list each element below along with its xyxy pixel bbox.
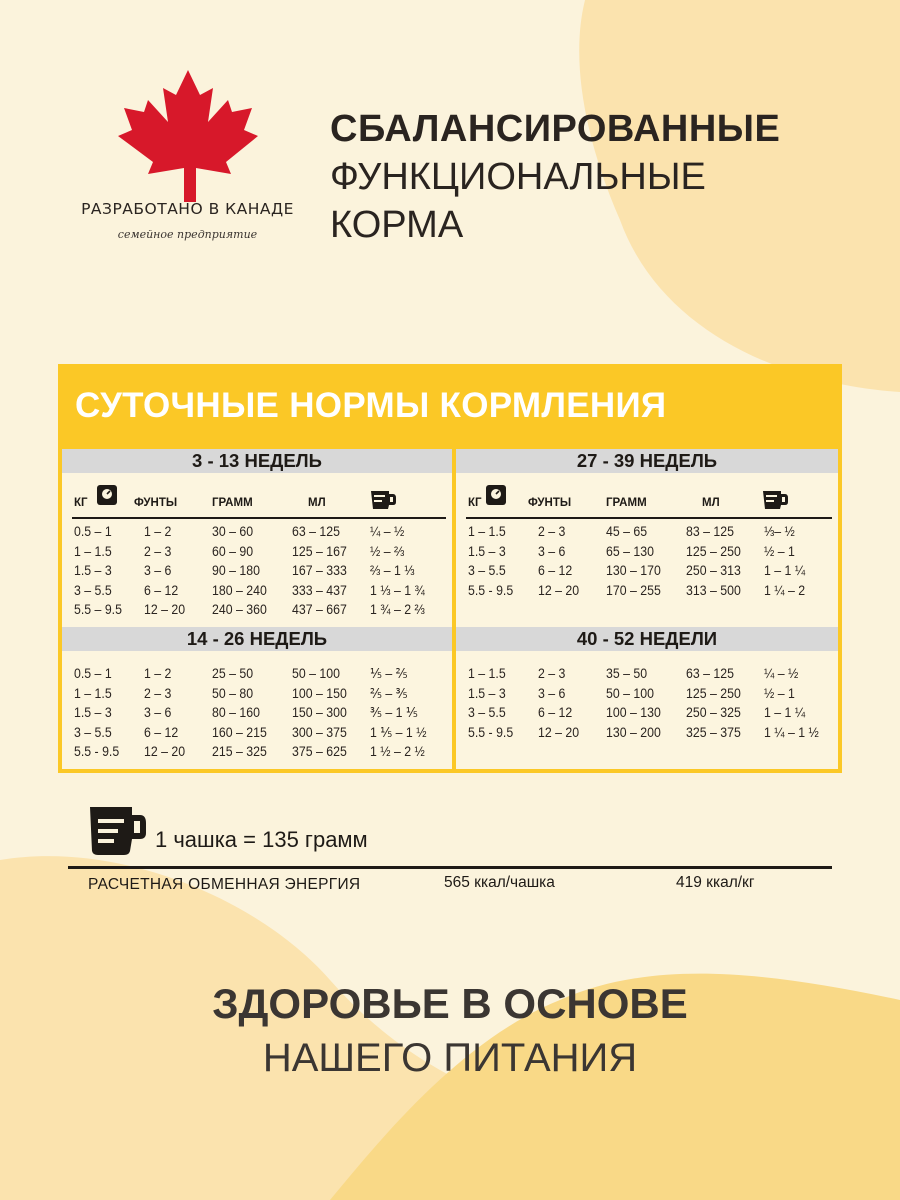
table-cell: 437 – 667	[292, 601, 347, 617]
feeding-section	[456, 627, 838, 769]
table-cell: 6 – 12	[538, 704, 573, 720]
column-label-ml: МЛ	[308, 497, 326, 509]
table-cell: 1 – 1.5	[74, 542, 112, 559]
table-cell: 3 – 5.5	[74, 723, 112, 740]
table-cell: 130 – 170	[606, 562, 661, 578]
table-cell: ¼ – ½	[370, 523, 405, 539]
table-cell: 3 – 6	[144, 562, 172, 578]
table-cell: 60 – 90	[212, 542, 254, 559]
table-cell: 5.5 - 9.5	[74, 743, 120, 759]
table-row	[62, 562, 452, 582]
energy-label: РАСЧЕТНАЯ ОБМЕННАЯ ЭНЕРГИЯ	[88, 876, 361, 893]
headline-line-2: ФУНКЦИОНАЛЬНЫЕ	[330, 156, 706, 198]
table-cell: 6 – 12	[144, 723, 179, 740]
column-header	[456, 477, 838, 517]
table-cell: ⅔ – 1 ⅓	[370, 562, 415, 578]
table-cell: 130 – 200	[606, 723, 661, 740]
table-cell: ½ – 1	[764, 684, 795, 701]
table-cell: 167 – 333	[292, 562, 347, 578]
divider	[68, 866, 832, 869]
table-cell: ⅓– ½	[764, 523, 795, 539]
maple-leaf-icon	[118, 70, 258, 202]
table-cell: 0.5 – 1	[74, 665, 112, 681]
column-label-kg: КГ	[468, 497, 482, 509]
made-in-canada: РАЗРАБОТАНО В КАНАДЕ	[81, 200, 294, 218]
table-cell: 1 – 2	[144, 665, 172, 681]
table-cell: 1 – 1 ¼	[764, 704, 806, 720]
table-cell: 180 – 240	[212, 581, 267, 598]
table-cell: 25 – 50	[212, 665, 254, 681]
table-cell: 2 – 3	[144, 542, 172, 559]
table-cell: 12 – 20	[144, 601, 186, 617]
table-cell: 1 ¾ – 2 ⅔	[370, 601, 425, 617]
table-row	[62, 582, 452, 602]
table-cell: 333 – 437	[292, 581, 347, 598]
table-row	[456, 543, 838, 563]
table-cell: 2 – 3	[538, 665, 566, 681]
table-cell: 1 ¼ – 2	[764, 581, 806, 598]
table-cell: 160 – 215	[212, 723, 267, 740]
table-cell: 1 ⅕ – 1 ½	[370, 723, 427, 740]
column-label-kg: КГ	[74, 497, 88, 509]
column-label-gram: ГРАММ	[606, 497, 647, 509]
table-row	[456, 523, 838, 543]
headline	[330, 105, 780, 249]
table-cell: 375 – 625	[292, 743, 347, 759]
column-label-lbs: ФУНТЫ	[528, 497, 572, 509]
table-cell: 83 – 125	[686, 523, 734, 539]
table-cell: 35 – 50	[606, 665, 648, 681]
feeding-table	[58, 364, 842, 773]
table-cell: ½ – ⅔	[370, 542, 405, 559]
table-row	[62, 685, 452, 705]
headline-line-1: СБАЛАНСИРОВАННЫЕ	[330, 108, 781, 150]
headline-line-3: КОРМА	[330, 204, 464, 246]
table-cell: 1.5 – 3	[468, 542, 506, 559]
table-row	[62, 523, 452, 543]
table-cell: 50 – 100	[292, 665, 340, 681]
table-cell: 125 – 167	[292, 542, 347, 559]
table-cell: 250 – 325	[686, 704, 741, 720]
table-cell: 12 – 20	[538, 581, 580, 598]
table-row	[62, 665, 452, 685]
table-cell: 6 – 12	[538, 562, 573, 578]
section-age-title: 3 - 13 НЕДЕЛЬ	[62, 449, 452, 473]
column-label-gram: ГРАММ	[212, 497, 253, 509]
feeding-section	[62, 449, 452, 627]
table-cell: 125 – 250	[686, 684, 741, 701]
table-cell: 90 – 180	[212, 562, 260, 578]
table-cell: 170 – 255	[606, 581, 661, 598]
table-cell: ⅖ – ⅗	[370, 684, 408, 701]
table-cell: 5.5 - 9.5	[468, 723, 514, 740]
table-cell: ½ – 1	[764, 542, 795, 559]
table-cell: 1 – 1 ¼	[764, 562, 806, 578]
column-label-ml: МЛ	[702, 497, 720, 509]
feeding-section	[62, 627, 452, 769]
table-row	[62, 704, 452, 724]
footer-line-1: ЗДОРОВЬЕ В ОСНОВЕ	[212, 980, 688, 1027]
table-cell: 1.5 – 3	[74, 562, 112, 578]
table-cell: 300 – 375	[292, 723, 347, 740]
table-cell: 325 – 375	[686, 723, 741, 740]
table-cell: 240 – 360	[212, 601, 267, 617]
table-cell: 1 ⅓ – 1 ¾	[370, 581, 425, 598]
table-cell: 3 – 6	[144, 704, 172, 720]
table-row	[62, 601, 452, 621]
table-cell: 50 – 80	[212, 684, 254, 701]
table-cell: ⅕ – ⅖	[370, 665, 408, 681]
feeding-section	[456, 449, 838, 627]
table-cell: 5.5 – 9.5	[74, 601, 122, 617]
energy-per-kg: 419 ккал/кг	[676, 874, 755, 891]
table-cell: 1.5 – 3	[74, 704, 112, 720]
table-cell: 1 – 2	[144, 523, 172, 539]
section-age-title: 27 - 39 НЕДЕЛЬ	[456, 449, 838, 473]
table-cell: 5.5 - 9.5	[468, 581, 514, 598]
table-row	[62, 543, 452, 563]
table-row	[456, 704, 838, 724]
scale-icon	[486, 485, 506, 510]
table-cell: 313 – 500	[686, 581, 741, 598]
table-cell: 150 – 300	[292, 704, 347, 720]
table-cell: 125 – 250	[686, 542, 741, 559]
table-cell: 65 – 130	[606, 542, 654, 559]
table-cell: 1 – 1.5	[468, 665, 506, 681]
table-cell: 50 – 100	[606, 684, 654, 701]
family-business-tagline: семейное предприятие	[117, 228, 258, 241]
table-cell: 6 – 12	[144, 581, 179, 598]
table-cell: 80 – 160	[212, 704, 260, 720]
table-row	[456, 665, 838, 685]
table-row	[456, 724, 838, 744]
table-cell: 215 – 325	[212, 743, 267, 759]
table-row	[456, 562, 838, 582]
table-cell: 2 – 3	[538, 523, 566, 539]
table-cell: 100 – 130	[606, 704, 661, 720]
cup-icon	[762, 490, 788, 515]
table-cell: 3 – 5.5	[468, 562, 506, 578]
table-cell: 12 – 20	[538, 723, 580, 740]
table-cell: ¼ – ½	[764, 665, 799, 681]
table-cell: 250 – 313	[686, 562, 741, 578]
column-label-lbs: ФУНТЫ	[134, 497, 178, 509]
table-cell: 1.5 – 3	[468, 684, 506, 701]
table-cell: 30 – 60	[212, 523, 254, 539]
table-cell: 100 – 150	[292, 684, 347, 701]
table-cell: 3 – 5.5	[74, 581, 112, 598]
column-header	[62, 477, 452, 517]
scale-icon	[97, 485, 117, 510]
table-cell: 1 ¼ – 1 ½	[764, 723, 819, 740]
table-row	[62, 724, 452, 744]
table-cell: 1 – 1.5	[74, 684, 112, 701]
table-cell: 0.5 – 1	[74, 523, 112, 539]
table-row	[62, 743, 452, 763]
energy-per-cup: 565 ккал/чашка	[444, 874, 555, 891]
feeding-table-title: СУТОЧНЫЕ НОРМЫ КОРМЛЕНИЯ	[75, 386, 667, 425]
table-cell: 12 – 20	[144, 743, 186, 759]
table-cell: ⅗ – 1 ⅕	[370, 704, 418, 720]
table-cell: 2 – 3	[144, 684, 172, 701]
footer-line-2: НАШЕГО ПИТАНИЯ	[262, 1036, 638, 1080]
cup-conversion: 1 чашка = 135 грамм	[155, 827, 368, 852]
cup-icon	[88, 805, 146, 855]
table-cell: 63 – 125	[686, 665, 734, 681]
table-cell: 3 – 6	[538, 542, 566, 559]
table-cell: 63 – 125	[292, 523, 340, 539]
cup-icon	[370, 490, 396, 515]
table-cell: 1 – 1.5	[468, 523, 506, 539]
table-row	[456, 685, 838, 705]
table-cell: 45 – 65	[606, 523, 648, 539]
section-age-title: 40 - 52 НЕДЕЛИ	[456, 627, 838, 651]
table-cell: 3 – 6	[538, 684, 566, 701]
table-row	[456, 582, 838, 602]
section-age-title: 14 - 26 НЕДЕЛЬ	[62, 627, 452, 651]
table-cell: 3 – 5.5	[468, 704, 506, 720]
table-cell: 1 ½ – 2 ½	[370, 743, 425, 759]
